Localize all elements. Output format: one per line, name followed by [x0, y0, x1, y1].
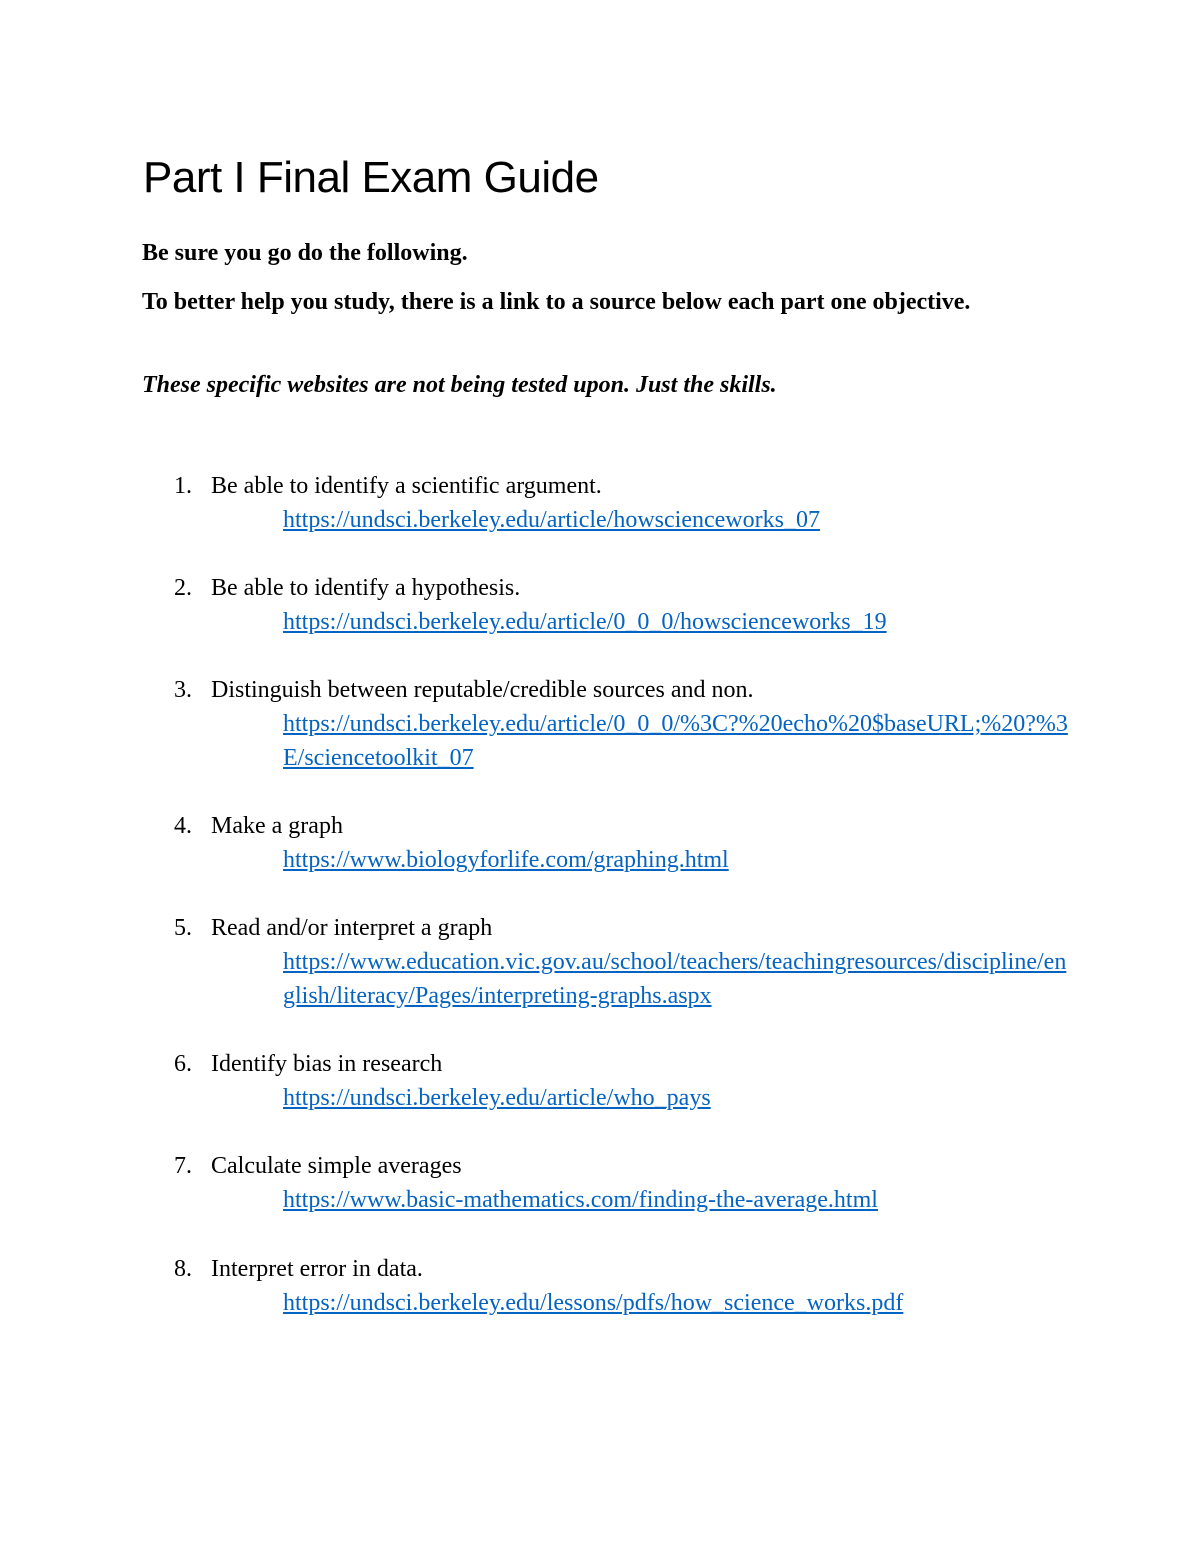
objective-item-6 — [174, 1047, 1074, 1115]
objective-number: 5. — [174, 915, 192, 941]
intro-study-note: To better help you study, there is a link to a source below each part one objective. — [142, 289, 971, 315]
objective-text: Calculate simple averages — [211, 1153, 462, 1179]
objective-text: Make a graph — [211, 813, 343, 839]
objective-number: 4. — [174, 813, 192, 839]
objective-number: 8. — [174, 1256, 192, 1282]
objective-link[interactable]: https://www.biologyforlife.com/graphing.html — [283, 847, 729, 873]
objective-item-2 — [174, 571, 1074, 639]
objective-text: Be able to identify a scientific argument. — [211, 473, 602, 499]
objective-item-4 — [174, 809, 1074, 877]
objective-number: 7. — [174, 1153, 192, 1179]
objective-item-8 — [174, 1252, 1074, 1320]
objective-text: Be able to identify a hypothesis. — [211, 575, 521, 601]
objective-item-1 — [174, 469, 1074, 537]
objective-text: Read and/or interpret a graph — [211, 915, 493, 941]
objective-link[interactable]: https://undsci.berkeley.edu/article/howscienceworks_07 — [283, 507, 820, 533]
objective-link[interactable]: https://undsci.berkeley.edu/article/who_pays — [283, 1085, 711, 1111]
objective-item-7 — [174, 1149, 1074, 1217]
objective-number: 6. — [174, 1051, 192, 1077]
objective-link[interactable]: https://undsci.berkeley.edu/lessons/pdfs/how_science_works.pdf — [283, 1290, 904, 1316]
page-title: Part I Final Exam Guide — [143, 153, 599, 202]
intro-disclaimer: These specific websites are not being tested upon. Just the skills. — [142, 372, 777, 398]
objective-link[interactable]: https://www.basic-mathematics.com/finding-the-average.html — [283, 1187, 878, 1213]
objective-text: Interpret error in data. — [211, 1256, 423, 1282]
objective-link[interactable]: https://www.education.vic.gov.au/school/teachers/teachingresources/discipline/english/literacy/Pages/interpreting-graphs.aspx — [283, 949, 1067, 1009]
objective-link[interactable]: https://undsci.berkeley.edu/article/0_0_0/howscienceworks_19 — [283, 609, 887, 635]
objective-link[interactable]: https://undsci.berkeley.edu/article/0_0_0/%3C?%20echo%20$baseURL;%20?%3E/sciencetoolkit_07 — [283, 711, 1068, 771]
objective-number: 2. — [174, 575, 192, 601]
intro-instruction: Be sure you go do the following. — [142, 240, 468, 266]
objective-item-5 — [174, 911, 1074, 1013]
objective-text: Distinguish between reputable/credible sources and non. — [211, 677, 754, 703]
objective-text: Identify bias in research — [211, 1051, 443, 1077]
objective-item-3 — [174, 673, 1074, 775]
objective-number: 1. — [174, 473, 192, 499]
objective-number: 3. — [174, 677, 192, 703]
